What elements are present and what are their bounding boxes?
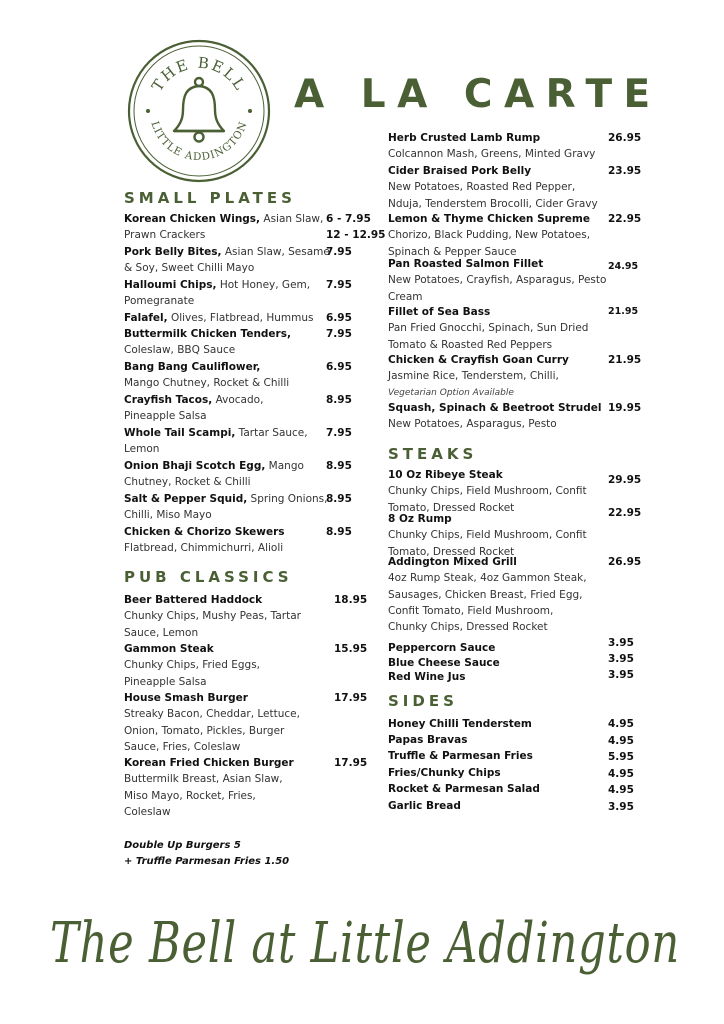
logo-bell-emblem	[126, 38, 272, 184]
list-item: Fries/Chunky Chips	[388, 767, 501, 779]
list-item: 3.95	[608, 669, 634, 681]
list-item: Korean Chicken Wings, Asian Slaw, Prawn Crackers 6 - 7.95 12 - 12.95	[124, 213, 386, 242]
list-item: Crayfish Tacos, Avocado, Pineapple Salsa 8.95	[124, 394, 352, 423]
list-item: Chicken & Crayfish Goan Curry Jasmine Rice, Tenderstem, Chilli, Vegetarian Option Available 21.95	[388, 354, 642, 398]
list-item: Whole Tail Scampi, Tartar Sauce, Lemon 7.95	[124, 427, 352, 456]
list-item: 4.95	[608, 784, 634, 796]
signature-script	[40, 880, 690, 1000]
list-item: 3.95	[608, 801, 634, 813]
list-item: 5.95	[608, 751, 634, 763]
list-item: Herb Crusted Lamb Rump Colcannon Mash, Greens, Minted Gravy 26.95	[388, 132, 642, 161]
list-item: Fillet of Sea Bass Pan Fried Gnocchi, Spinach, Sun Dried Tomato & Roasted Red Peppers 21.95	[388, 306, 639, 351]
list-item: Rocket & Parmesan Salad	[388, 783, 540, 795]
logo-bottom-text: LITTLE ADDINGTON	[148, 119, 250, 164]
list-item: 4.95	[608, 768, 634, 780]
list-item: Gammon Steak Chunky Chips, Fried Eggs, Pineapple Salsa 15.95	[124, 643, 368, 688]
list-item: Honey Chilli Tenderstem	[388, 718, 532, 730]
list-item: Lemon & Thyme Chicken Supreme Chorizo, Black Pudding, New Potatoes, Spinach & Pepper Sauce 22.95	[388, 213, 642, 258]
list-item: Garlic Bread	[388, 800, 461, 812]
list-item: Halloumi Chips, Hot Honey, Gem, Pomegranate 7.95	[124, 279, 352, 308]
svg-text:THE BELL	[148, 54, 250, 95]
list-item: Pan Roasted Salmon Fillet New Potatoes, Crayfish, Asparagus, Pesto Cream 24.95	[388, 258, 639, 303]
steaks-heading: STEAKS	[388, 445, 478, 463]
list-item: Onion Bhaji Scotch Egg, Mango Chutney, Rocket & Chilli 8.95	[124, 460, 352, 489]
list-item: Chicken & Chorizo Skewers Flatbread, Chimmichurri, Alioli 8.95	[124, 526, 352, 555]
list-item: 4.95	[608, 735, 634, 747]
list-item: 8 Oz Rump Chunky Chips, Field Mushroom, Confit Tomato, Dressed Rocket 22.95	[388, 507, 642, 558]
list-item: Cider Braised Pork Belly New Potatoes, Roasted Red Pepper, Nduja, Tenderstem Brocolli, Cider Gravy 23.95	[388, 165, 642, 210]
list-item: Salt & Pepper Squid, Spring Onions, Chilli, Miso Mayo 8.95	[124, 493, 352, 522]
list-item: 3.95	[608, 653, 634, 665]
list-item: Falafel, Olives, Flatbread, Hummus 6.95	[124, 312, 352, 324]
list-item: Bang Bang Cauliflower, Mango Chutney, Rocket & Chilli 6.95	[124, 361, 352, 390]
list-item: 10 Oz Ribeye Steak Chunky Chips, Field Mushroom, Confit Tomato, Dressed Rocket 29.95	[388, 469, 642, 514]
list-item: Red Wine Jus	[388, 671, 466, 683]
list-item: Peppercorn Sauce	[388, 642, 496, 654]
list-item: Korean Fried Chicken Burger Buttermilk Breast, Asian Slaw, Miso Mayo, Rocket, Fries, Coleslaw 17.95	[124, 757, 368, 818]
sides-heading: SIDES	[388, 692, 458, 710]
list-item: 4.95	[608, 718, 634, 730]
list-item: Papas Bravas	[388, 734, 468, 746]
list-item: Buttermilk Chicken Tenders, Coleslaw, BBQ Sauce 7.95	[124, 328, 352, 357]
logo-top-text: THE BELL	[148, 53, 250, 95]
pub-classics-heading: PUB CLASSICS	[124, 568, 293, 586]
list-item: Pork Belly Bites, Asian Slaw, Sesame & Soy, Sweet Chilli Mayo 7.95	[124, 246, 352, 275]
bell-icon	[174, 78, 224, 142]
small-plates-heading: SMALL PLATES	[124, 189, 296, 207]
list-item: 3.95	[608, 637, 634, 649]
list-item: Blue Cheese Sauce	[388, 657, 500, 669]
svg-text:The Bell at Little Addington: The Bell at Little Addington	[50, 911, 680, 976]
list-item: Beer Battered Haddock Chunky Chips, Mushy Peas, Tartar Sauce, Lemon 18.95	[124, 594, 368, 639]
list-item: House Smash Burger Streaky Bacon, Cheddar, Lettuce, Onion, Tomato, Pickles, Burger Sauce, Fries, Coleslaw 17.95	[124, 692, 368, 753]
burger-extras: Double Up Burgers 5 + Truffle Parmesan Fries 1.50	[124, 840, 290, 867]
menu-title: A LA CARTE	[294, 72, 662, 117]
list-item: Addington Mixed Grill 4oz Rump Steak, 4oz Gammon Steak, Sausages, Chicken Breast, Fried Egg, Confit Tomato, Field Mushroom, Chunky Chips, Dressed Rocket 26.95	[388, 556, 642, 634]
list-item: Squash, Spinach & Beetroot Strudel New Potatoes, Asparagus, Pesto 19.95	[388, 402, 642, 431]
list-item: Truffle & Parmesan Fries	[388, 750, 533, 762]
